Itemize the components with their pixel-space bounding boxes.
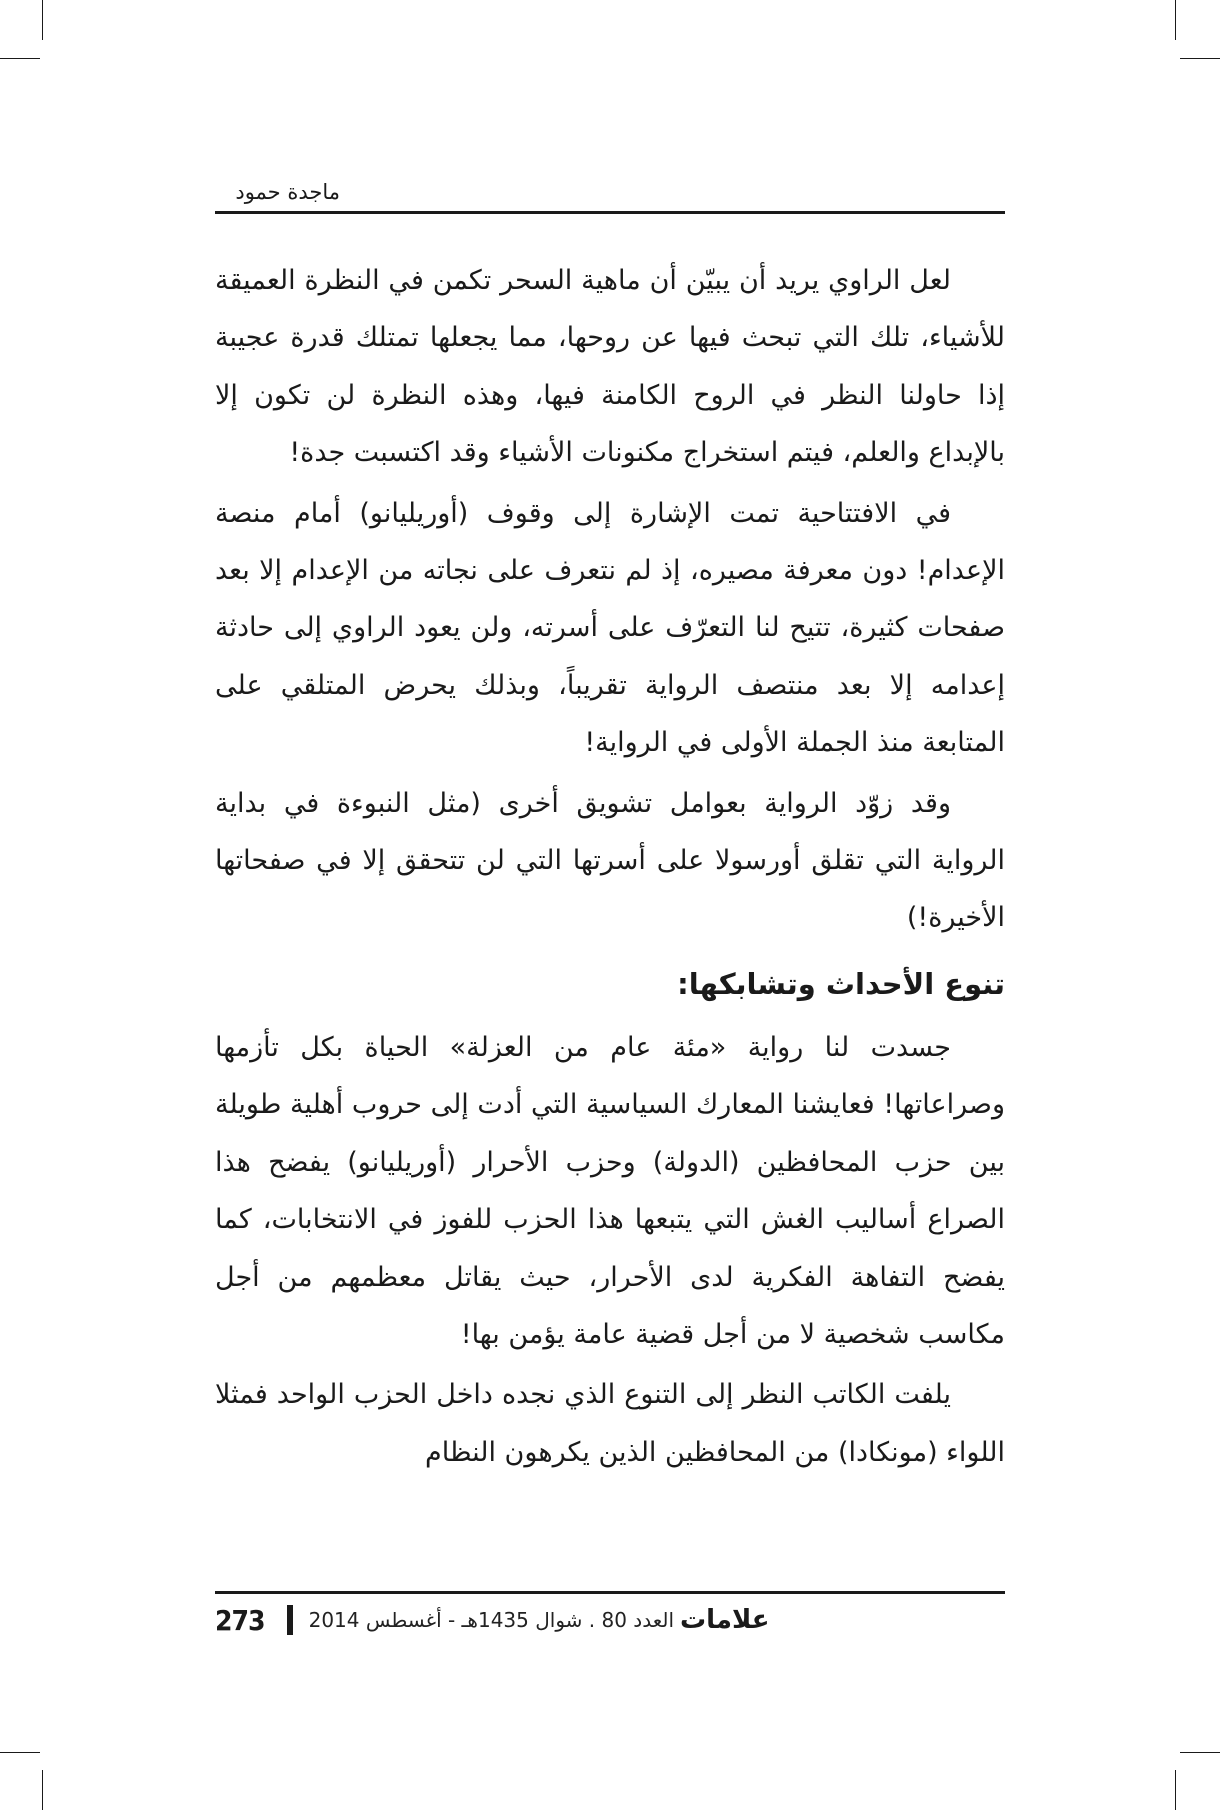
footer-separator [287, 1605, 293, 1635]
article-body [215, 252, 1005, 1484]
journal-logo: علامات [680, 1605, 770, 1635]
crop-mark [1180, 58, 1220, 59]
crop-mark [1175, 1770, 1176, 1810]
paragraph: يلفت الكاتب النظر إلى التنوع الذي نجده داخل الحزب الواحد فمثلا اللواء (مونكادا) من المحافظين الذين يكرهون النظام [215, 1379, 1005, 1468]
running-header-author: ماجدة حمود [235, 180, 340, 204]
page-number: 273 [215, 1603, 265, 1637]
issue-info: العدد 80 . شوال 1435هـ - أغسطس 2014 [308, 1608, 674, 1632]
paragraph: في الافتتاحية تمت الإشارة إلى وقوف (أوريليانو) أمام منصة الإعدام! دون معرفة مصيره، إذ لم نتعرف على نجاته من الإعدام إلا بعد صفحات كثيرة، تتيح لنا التعرّف على أسرته، ولن يعود الراوي إلى حادثة إعدامه إلا بعد منتصف الرواية تقريباً، وبذلك يحرض المتلقي على المتابعة منذ الجملة الأولى في الرواية! [215, 497, 1005, 759]
crop-mark [42, 1770, 43, 1810]
crop-mark [0, 1752, 40, 1753]
page-footer [215, 1600, 770, 1640]
crop-mark [1175, 0, 1176, 40]
paragraph: وقد زوّد الرواية بعوامل تشويق أخرى (مثل النبوءة في بداية الرواية التي تقلق أورسولا على أسرتها التي لن تتحقق إلا في صفحاتها الأخيرة!) [215, 787, 1005, 934]
paragraph: لعل الراوي يريد أن يبيّن أن ماهية السحر تكمن في النظرة العميقة للأشياء، تلك التي تبحث فيها عن روحها، مما يجعلها تمتلك قدرة عجيبة إذا حاولنا النظر في الروح الكامنة فيها، وهذه النظرة لن تكون إلا بالإبداع والعلم، فيتم استخراج مكنونات الأشياء وقد اكتسبت جدة! [215, 265, 1005, 469]
header-rule [215, 211, 1005, 214]
paragraph: جسدت لنا رواية «مئة عام من العزلة» الحياة بكل تأزمها وصراعاتها! فعايشنا المعارك السياسية التي أدت إلى حروب أهلية طويلة بين حزب المحافظين (الدولة) وحزب الأحرار (أوريليانو) يفضح هذا الصراع أساليب الغش التي يتبعها هذا الحزب للفوز في الانتخابات، كما يفضح التفاهة الفكرية لدى الأحرار، حيث يقاتل معظمهم من أجل مكاسب شخصية لا من أجل قضية عامة يؤمن بها! [215, 1031, 1005, 1350]
crop-mark [42, 0, 43, 40]
footer-rule [215, 1591, 1005, 1594]
section-heading: تنوع الأحداث وتشابكها: [677, 966, 1005, 1001]
crop-mark [1180, 1752, 1220, 1753]
crop-mark [0, 58, 40, 59]
